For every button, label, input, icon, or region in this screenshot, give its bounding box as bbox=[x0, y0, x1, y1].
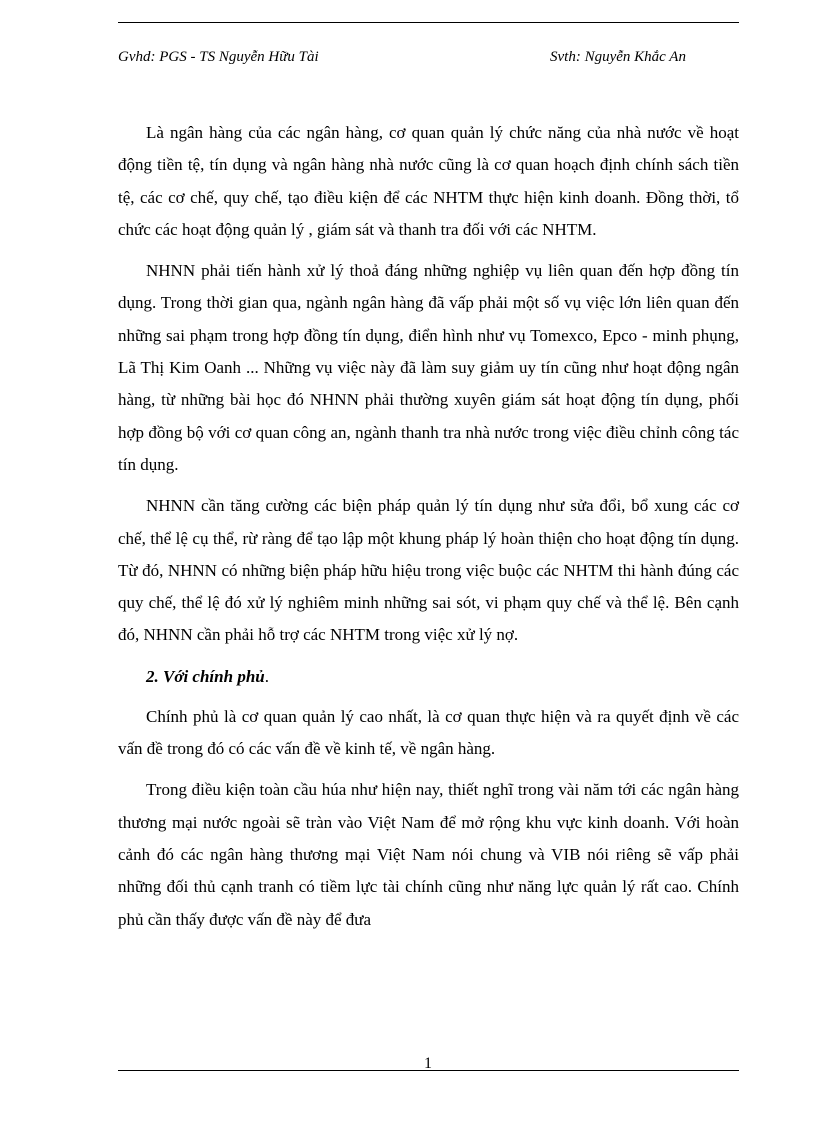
student-label: Svth: Nguyễn Khắc An bbox=[550, 49, 686, 65]
paragraph-5: Trong điều kiện toàn cầu húa như hiện nay, thiết nghĩ trong vài năm tới các ngân hàng thương mại nước ngoài sẽ tràn vào Việt Nam để mở rộng khu vực kinh doanh. Với hoàn cảnh đó các ngân hàng thương mại Việt Nam nói chung và VIB nói riêng sẽ vấp phải những đối thủ cạnh tranh có tiềm lực tài chính cũng như năng lực quản lý rất cao. Chính phủ cần thấy được vấn đề này để đưa bbox=[118, 780, 739, 929]
page-header bbox=[118, 49, 739, 69]
paragraph-3: NHNN cần tăng cường các biện pháp quản lý tín dụng như sửa đổi, bổ xung các cơ chế, thể lệ cụ thể, rừ ràng để tạo lập một khung pháp lý hoàn thiện cho hoạt động tín dụng. Từ đó, NHNN có những biện pháp hữu hiệu trong việc buộc các NHTM thi hành đúng các quy chế, thể lệ đó xử lý nghiêm minh những sai sót, vi phạm quy chế và thể lệ. Bên cạnh đó, NHNN cần phải hỗ trợ các NHTM trong việc xử lý nợ. bbox=[118, 496, 739, 645]
section-heading bbox=[118, 661, 739, 693]
section-heading-text: 2. Với chính phủ bbox=[146, 666, 265, 686]
supervisor-label: Gvhd: PGS - TS Nguyễn Hữu Tài bbox=[118, 49, 319, 65]
header-rule bbox=[118, 22, 739, 23]
paragraph-4: Chính phủ là cơ quan quản lý cao nhất, là cơ quan thực hiện và ra quyết định về các vấn đề trong đó có các vấn đề về kinh tế, về ngân hàng. bbox=[118, 706, 739, 759]
page-number: 1 bbox=[424, 1055, 432, 1072]
paragraph-1: Là ngân hàng của các ngân hàng, cơ quan quản lý chức năng của nhà nước về hoạt động tiền tệ, tín dụng và ngân hàng nhà nước cũng là cơ quan hoạch định chính sách tiền tệ, các cơ chế, quy chế, tạo điều kiện để các NHTM thực hiện kinh doanh. Đồng thời, tổ chức các hoạt động quản lý , giám sát và thanh tra đối với các NHTM. bbox=[118, 123, 739, 239]
paragraph-2: NHNN phải tiến hành xử lý thoả đáng những nghiệp vụ liên quan đến hợp đồng tín dụng. Trong thời gian qua, ngành ngân hàng đã vấp phải một số vụ việc lớn liên quan đến những sai phạm trong hợp đồng tín dụng, điển hình như vụ Tomexco, Epco - minh phụng, Lã Thị Kim Oanh ... Những vụ việc này đã làm suy giảm uy tín cũng như hoạt động ngân hàng, từ những bài học đó NHNN phải thường xuyên giám sát hoạt động tín dụng, phối hợp đồng bộ với cơ quan công an, ngành thanh tra nhà nước trong việc điều chỉnh công tác tín dụng. bbox=[118, 261, 739, 474]
footer-rule bbox=[118, 1070, 739, 1071]
page-body bbox=[118, 117, 739, 945]
section-heading-punct: . bbox=[264, 666, 269, 686]
